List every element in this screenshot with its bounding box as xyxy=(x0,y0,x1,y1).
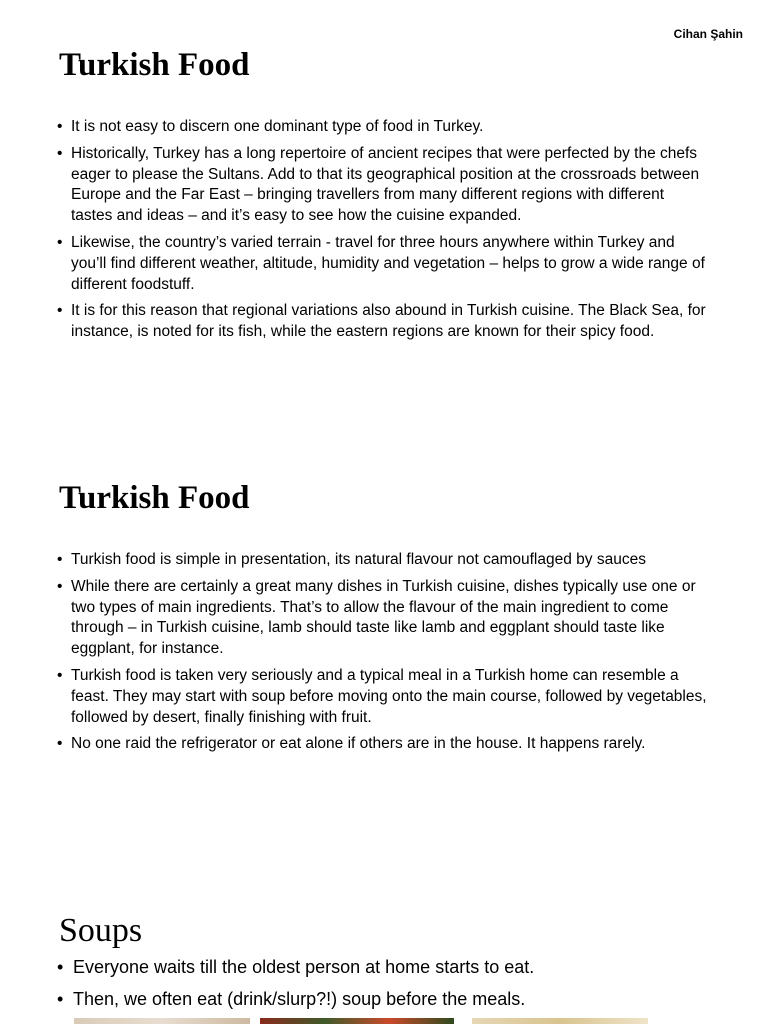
bullet-text: Then, we often eat (drink/slurp?!) soup before the meals. xyxy=(73,989,526,1009)
bullet-text: Historically, Turkey has a long repertoire of ancient recipes that were perfected by the chefs eager to please the Sultans. Add to that its geographical position at the crossroads between Europe and the Far East – bringing travellers from many different regions with different tastes and ideas – and it’s easy to see how the cuisine expanded. xyxy=(71,144,700,225)
list-item xyxy=(57,144,707,227)
bullet-icon: • xyxy=(57,989,64,1009)
bullet-icon: • xyxy=(57,577,63,595)
list-item xyxy=(57,987,737,1011)
list-item xyxy=(57,550,707,571)
slide-1-title: Turkish Food xyxy=(59,47,250,83)
bullet-icon: • xyxy=(57,551,63,568)
bullet-text: It is for this reason that regional variations also abound in Turkish cuisine. The Black Sea, for instance, is noted for its fish, while the eastern regions are known for their spicy food. xyxy=(71,302,706,341)
bullet-icon: • xyxy=(57,957,64,977)
list-item xyxy=(57,301,707,343)
list-item xyxy=(57,734,707,755)
bullet-text: While there are certainly a great many dishes in Turkish cuisine, dishes typically use one or two types of main ingredients. That’s to allow the flavour of the main ingredient to come through – in Turkish cuisine, lamb should taste like lamb and eggplant should taste like eggplant, for instance. xyxy=(71,577,696,658)
soup-photo-2 xyxy=(260,1018,454,1024)
list-item xyxy=(57,577,707,660)
list-item xyxy=(57,117,707,138)
slide-2-title: Turkish Food xyxy=(59,480,250,516)
list-item xyxy=(57,955,737,979)
bullet-icon: • xyxy=(57,118,63,135)
slide-3-title: Soups xyxy=(59,912,143,949)
bullet-icon: • xyxy=(57,666,63,684)
soup-photo-1 xyxy=(74,1018,250,1024)
list-item xyxy=(57,666,707,728)
bullet-text: Turkish food is taken very seriously and a typical meal in a Turkish home can resemble a feast. They may start with soup before moving onto the main course, followed by vegetables, followed by desert, finally finishing with fruit. xyxy=(71,666,707,726)
bullet-text: It is not easy to discern one dominant type of food in Turkey. xyxy=(71,118,484,135)
author-name: Cihan Şahin xyxy=(673,27,743,41)
bullet-text: No one raid the refrigerator or eat alone if others are in the house. It happens rarely. xyxy=(71,735,646,753)
bullet-text: Likewise, the country’s varied terrain - travel for three hours anywhere within Turkey and you’ll find different weather, altitude, humidity and vegetation – helps to grow a wide range of different foodstuff. xyxy=(71,233,705,293)
soup-photo-3 xyxy=(472,1018,648,1024)
list-item xyxy=(57,233,707,295)
bullet-icon: • xyxy=(57,144,63,162)
slide-2-bullet-list xyxy=(57,550,707,761)
bullet-text: Turkish food is simple in presentation, its natural flavour not camouflaged by sauces xyxy=(71,551,646,568)
bullet-text: Everyone waits till the oldest person at home starts to eat. xyxy=(73,957,535,977)
bullet-icon: • xyxy=(57,233,63,251)
slide-3-bullet-list xyxy=(57,955,737,1019)
bullet-icon: • xyxy=(57,302,63,320)
bullet-icon: • xyxy=(57,735,63,753)
slide-1-bullet-list xyxy=(57,117,707,349)
